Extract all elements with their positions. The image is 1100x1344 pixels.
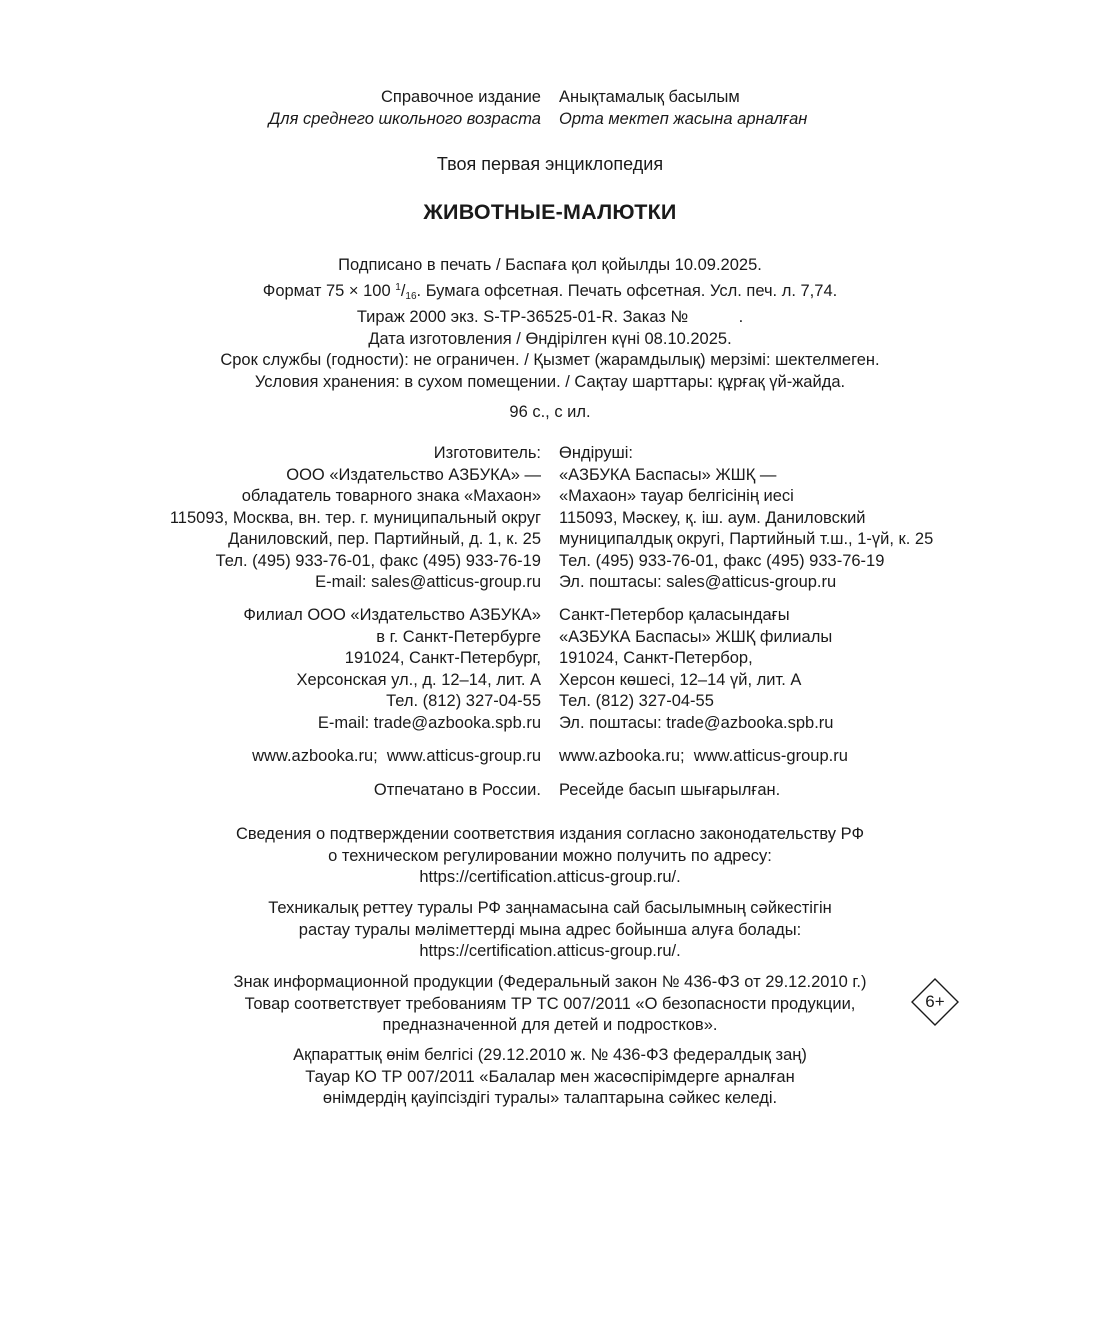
manufacturer-ru <box>170 443 541 594</box>
manufacturer-line: «АЗБУКА Баспасы» ЖШҚ — <box>559 465 777 484</box>
edition-type-ru <box>269 87 541 130</box>
printed-in-kz: Ресейде басып шығарылған. <box>559 781 781 799</box>
info-sign-line: өнімдердің қауіпсіздігі туралы» талаптарына сәйкес келеді. <box>322 1089 778 1107</box>
manufacturer-phone: Тел. (495) 933-76-01, факс (495) 933-76-19 <box>559 551 885 570</box>
branch-line: Санкт-Петербор қаласындағы <box>559 606 790 624</box>
manufacturer-line: муниципалдық округі, Партийный т.ш., 1-үй, к. 25 <box>559 530 934 548</box>
websites-kz: www.azbooka.ru; www.atticus-group.ru <box>559 747 848 765</box>
info-sign-line: Тауар КО ТР 007/2011 «Балалар мен жасөспірімдерге арналған <box>305 1067 795 1086</box>
branch-phone: Тел. (812) 327-04-55 <box>559 692 714 710</box>
series-title: Твоя первая энциклопедия <box>436 154 664 174</box>
edition-type-kz <box>559 87 807 130</box>
manufacturer-line: 115093, Мәскеу, қ. іш. аум. Даниловский <box>559 508 866 527</box>
signed-date: Подписано в печать / Баспаға қол қойылды 10.09.2025. <box>338 256 762 274</box>
certification-line: Техникалық реттеу туралы РФ заңнамасына сай басылымның сәйкестігін <box>268 899 832 917</box>
info-product-sign-kz <box>0 1045 1100 1110</box>
branch-line: в г. Санкт-Петербурге <box>376 627 541 646</box>
manufacturer-line: Изготовитель: <box>433 444 541 462</box>
manufacturer-line: обладатель товарного знака «Махаон» <box>241 487 541 505</box>
websites-ru: www.azbooka.ru; www.atticus-group.ru <box>252 747 541 765</box>
certification-line: растау туралы мәліметтерді мына адрес бойынша алуға болады: <box>298 920 802 939</box>
manufacturer-email: Эл. поштасы: sales@atticus-group.ru <box>559 573 837 591</box>
certification-kz <box>0 898 1100 963</box>
format-fraction-denominator: 16 <box>405 290 417 302</box>
branch-line: Херсонская ул., д. 12–14, лит. А <box>296 670 541 689</box>
branch-line: 191024, Санкт-Петербор, <box>559 649 753 667</box>
manufacturer-line: «Махаон» тауар белгісінің иесі <box>559 487 794 505</box>
format-suffix: . Бумага офсетная. Печать офсетная. Усл. печ. л. 7,74. <box>416 281 838 300</box>
branch-line: Филиал ООО «Издательство АЗБУКА» <box>243 606 541 624</box>
storage-conditions: Условия хранения: в сухом помещении. / Сақтау шарттары: құрғақ үй-жайда. <box>254 372 846 391</box>
print-run: Тираж 2000 экз. S-TP-36525-01-R. Заказ № . <box>356 308 744 326</box>
branch-ru <box>243 605 541 734</box>
info-sign-line: Товар соответствует требованиям ТР ТС 007/2011 «О безопасности продукции, <box>244 994 856 1013</box>
book-title: ЖИВОТНЫЕ-МАЛЮТКИ <box>423 200 677 224</box>
age-group-label-kz: Орта мектеп жасына арналған <box>559 109 808 128</box>
branch-email: E-mail: trade@azbooka.spb.ru <box>317 713 541 732</box>
age-rating-badge <box>911 978 959 1026</box>
certification-line: о техническом регулировании можно получить по адресу: <box>328 846 772 865</box>
page-count: 96 с., с ил. <box>509 403 591 421</box>
manufacturer-line: Даниловский, пер. Партийный, д. 1, к. 25 <box>228 530 541 548</box>
manufacturer-kz <box>559 443 933 594</box>
branch-line: Херсон көшесі, 12–14 үй, лит. А <box>559 670 802 689</box>
certification-url: https://certification.atticus-group.ru/. <box>419 942 681 960</box>
branch-line: «АЗБУКА Баспасы» ЖШҚ филиалы <box>559 627 833 646</box>
branch-phone: Тел. (812) 327-04-55 <box>386 692 541 710</box>
manufacturer-email: E-mail: sales@atticus-group.ru <box>315 573 541 591</box>
format-fraction-numerator: 1 <box>395 281 401 293</box>
certification-line: Сведения о подтверждении соответствия издания согласно законодательству РФ <box>235 825 865 843</box>
shelf-life: Срок службы (годности): не ограничен. / Қызмет (жарамдылық) мерзімі: шектелмеген. <box>220 351 880 369</box>
info-sign-line: Знак информационной продукции (Федеральный закон № 436-ФЗ от 29.12.2010 г.) <box>233 973 867 991</box>
manufacturer-line: 115093, Москва, вн. тер. г. муниципальный округ <box>169 508 541 527</box>
manufacturer-line: ООО «Издательство АЗБУКА» — <box>286 465 541 484</box>
info-product-sign-ru <box>150 972 950 1037</box>
printed-in-ru: Отпечатано в России. <box>373 781 541 799</box>
edition-type-label-ru: Справочное издание <box>381 88 541 106</box>
imprint-details <box>0 255 1100 393</box>
edition-type-label-kz: Анықтамалық басылым <box>559 88 740 106</box>
certification-ru <box>0 824 1100 889</box>
format-prefix: Формат 75 × 100 <box>262 281 396 300</box>
age-group-label-ru: Для среднего школьного возраста <box>268 109 541 128</box>
branch-line: 191024, Санкт-Петербург, <box>344 649 541 667</box>
certification-url: https://certification.atticus-group.ru/. <box>419 868 681 886</box>
branch-kz <box>559 605 833 734</box>
manufacturer-phone: Тел. (495) 933-76-01, факс (495) 933-76-19 <box>215 551 541 570</box>
branch-email: Эл. поштасы: trade@azbooka.spb.ru <box>559 713 834 732</box>
info-sign-line: предназначенной для детей и подростков». <box>382 1016 718 1034</box>
manufacturer-line: Өндіруші: <box>559 444 633 462</box>
info-sign-line: Ақпараттық өнім белгісі (29.12.2010 ж. № 436-ФЗ федералдық заң) <box>293 1046 807 1064</box>
format-line: Формат 75 × 100 $^1$/16. Бумага офсетная. Печать офсетная. Усл. печ. л. 7,74. <box>262 281 838 302</box>
manufacture-date: Дата изготовления / Өндірілген күні 08.10.2025. <box>368 329 732 348</box>
age-rating-label: 6+ <box>925 992 945 1011</box>
